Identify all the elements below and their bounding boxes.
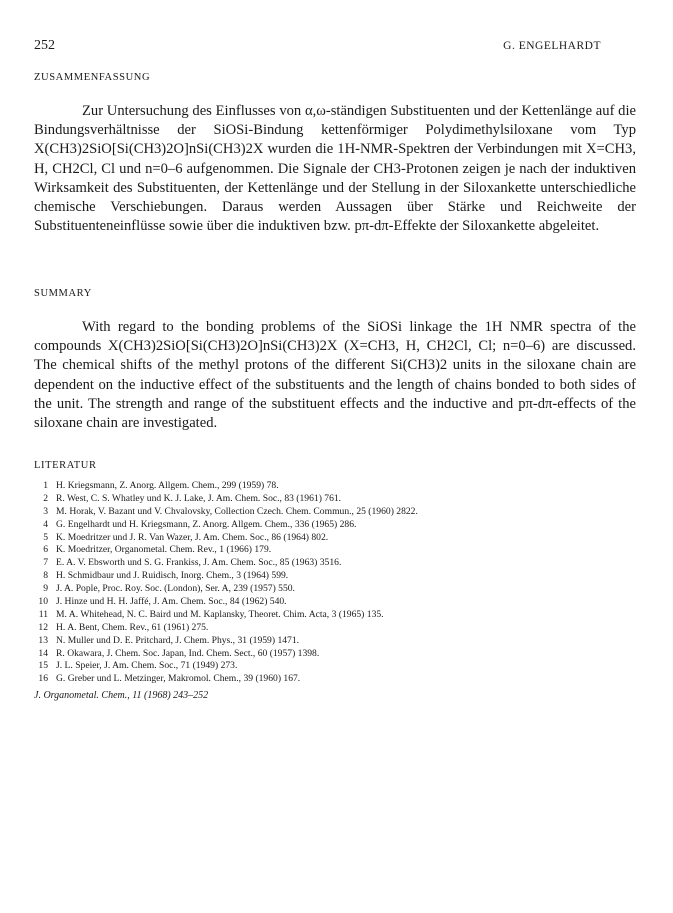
reference-number: 6 <box>43 544 48 556</box>
reference-number: 1 <box>43 480 48 491</box>
reference-item <box>34 648 644 661</box>
reference-item <box>34 493 644 506</box>
reference-number: 12 <box>38 621 48 633</box>
reference-text: J. L. Speier, J. Am. Chem. Soc., 71 (1949) 273. <box>56 660 238 672</box>
summary-heading: SUMMARY <box>34 288 92 299</box>
reference-number: 16 <box>38 673 48 685</box>
reference-item <box>34 609 644 622</box>
reference-item <box>34 506 644 519</box>
reference-text: R. West, C. S. Whatley und K. J. Lake, J. Am. Chem. Soc., 83 (1961) 761. <box>56 492 342 504</box>
reference-number: 10 <box>38 596 48 608</box>
reference-item <box>34 635 644 648</box>
reference-item <box>34 557 644 570</box>
reference-number: 7 <box>43 557 48 569</box>
reference-item <box>34 570 644 583</box>
reference-text: J. A. Pople, Proc. Roy. Soc. (London), Ser. A, 239 (1957) 550. <box>56 583 295 595</box>
reference-text: H. A. Bent, Chem. Rev., 61 (1961) 275. <box>56 621 209 633</box>
reference-text: E. A. V. Ebsworth und S. G. Frankiss, J. Am. Chem. Soc., 85 (1963) 3516. <box>56 557 342 569</box>
reference-item <box>34 583 644 596</box>
reference-number: 9 <box>43 583 48 595</box>
reference-item <box>34 480 644 493</box>
reference-number: 5 <box>43 531 48 543</box>
summary-text: With regard to the bonding problems of the SiOSi linkage the 1H NMR spectra of the compounds X(CH3)2SiO[Si(CH3)2O]nSi(CH3)2X (X=CH3, H, CH2Cl, Cl; n=0–6) are discussed. The chemical shifts of the methyl protons of the different Si(CH3)2 units in the siloxane chain are dependent on the inductive effect of the substituents and the length of chains bonded to both sides of the unit. The strength and range of the substituent effects and the inductive and pπ-dπ-effects of the siloxane chain are investigated. <box>34 319 636 432</box>
reference-item <box>34 622 644 635</box>
literatur-heading: LITERATUR <box>34 460 97 471</box>
reference-text: G. Greber und L. Metzinger, Makromol. Chem., 39 (1960) 167. <box>56 673 301 685</box>
reference-number: 8 <box>43 570 48 582</box>
page-number: 252 <box>34 38 55 53</box>
journal-citation-footer: J. Organometal. Chem., 11 (1968) 243–252 <box>34 690 209 701</box>
reference-text: H. Schmidbaur und J. Ruidisch, Inorg. Chem., 3 (1964) 599. <box>56 570 289 582</box>
reference-text: H. Kriegsmann, Z. Anorg. Allgem. Chem., 299 (1959) 78. <box>56 480 279 491</box>
reference-number: 11 <box>38 608 48 620</box>
reference-text: G. Engelhardt und H. Kriegsmann, Z. Anorg. Allgem. Chem., 336 (1965) 286. <box>56 518 357 530</box>
reference-text: N. Muller und D. E. Pritchard, J. Chem. Phys., 31 (1959) 1471. <box>56 634 300 646</box>
reference-number: 14 <box>38 647 48 659</box>
zusammenfassung-paragraph <box>34 102 636 236</box>
reference-item <box>34 544 644 557</box>
reference-number: 4 <box>43 518 48 530</box>
reference-number: 2 <box>43 492 48 504</box>
reference-number: 15 <box>38 660 48 672</box>
reference-text: M. Horak, V. Bazant und V. Chvalovsky, Collection Czech. Chem. Commun., 25 (1960) 2822. <box>56 505 418 517</box>
reference-item <box>34 519 644 532</box>
zusammenfassung-heading: ZUSAMMENFASSUNG <box>34 72 151 83</box>
reference-text: K. Moedritzer, Organometal. Chem. Rev., 1 (1966) 179. <box>56 544 272 556</box>
reference-list <box>34 480 644 686</box>
reference-item <box>34 660 644 673</box>
reference-item <box>34 596 644 609</box>
reference-text: R. Okawara, J. Chem. Soc. Japan, Ind. Chem. Sect., 60 (1957) 1398. <box>56 647 320 659</box>
reference-text: J. Hinze und H. H. Jaffé, J. Am. Chem. Soc., 84 (1962) 540. <box>56 596 287 608</box>
reference-item <box>34 532 644 545</box>
zusammenfassung-text: Zur Untersuchung des Einflusses von α,ω-ständigen Substituenten und der Kettenlänge auf die Bindungsverhältnisse der SiOSi-Bindung kettenförmiger Polydimethylsiloxane vom Typ X(CH3)2SiO[Si(CH3)2O]nSi(CH3)2X wurden die 1H-NMR-Spektren der Verbindungen mit X=CH3, H, CH2Cl, Cl und n=0–6 aufgenommen. Die Signale der CH3-Protonen zeigen je nach der induktiven Wirksamkeit des Substituenten, der Kettenlänge und der Stellung in der Siloxankette unterschiedliche chemische Verschiebungen. Daraus werden Aussagen über Stärke und Reichweite der Substituenteneinflüsse sowie über die induktiven bzw. pπ-dπ-Effekte der Siloxankette abgeleitet. <box>34 103 636 235</box>
reference-text: M. A. Whitehead, N. C. Baird und M. Kaplansky, Theoret. Chim. Acta, 3 (1965) 135. <box>56 608 384 620</box>
reference-number: 3 <box>43 505 48 517</box>
summary-paragraph <box>34 318 636 433</box>
running-head-author: G. ENGELHARDT <box>503 40 601 52</box>
reference-text: K. Moedritzer und J. R. Van Wazer, J. Am. Chem. Soc., 86 (1964) 802. <box>56 531 329 543</box>
reference-number: 13 <box>38 634 48 646</box>
reference-item <box>34 673 644 686</box>
